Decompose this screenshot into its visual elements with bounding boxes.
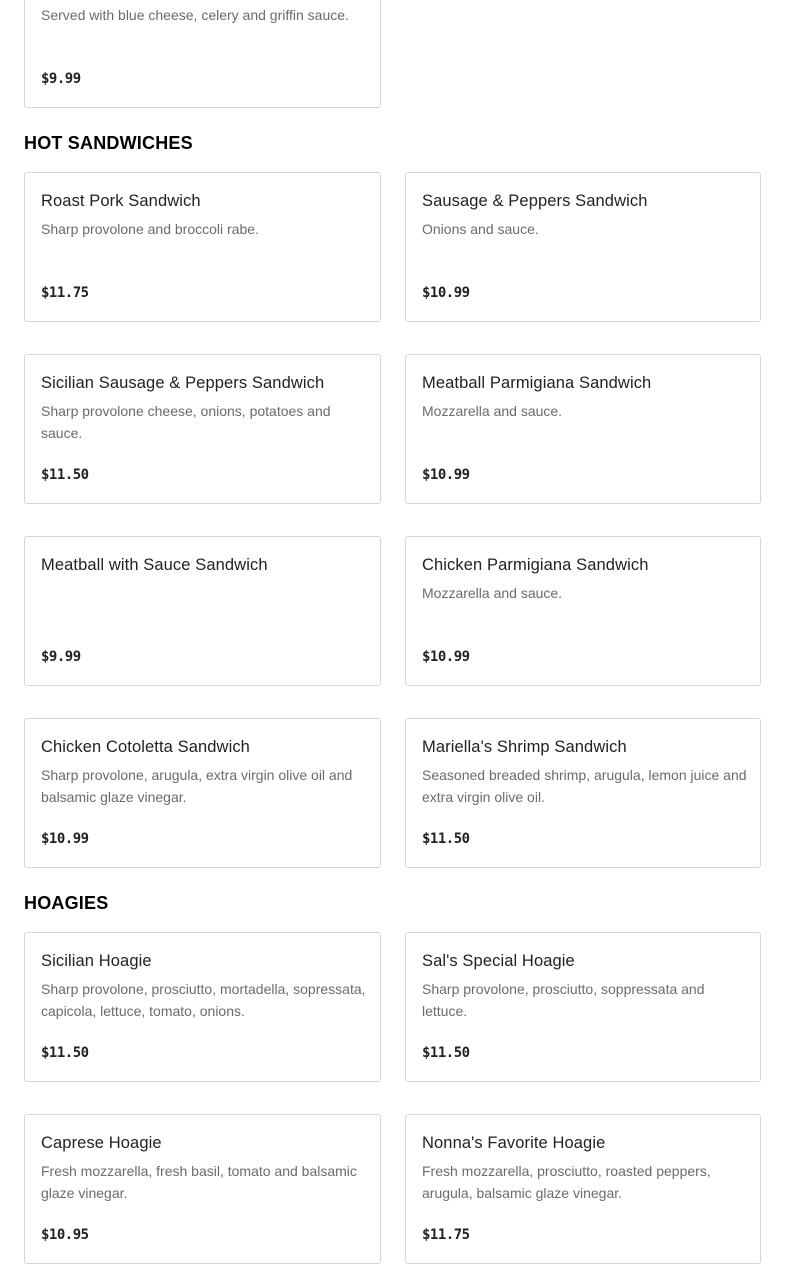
menu-item-description: Sharp provolone, prosciutto, mortadella, sopressata, capicola, lettuce, tomato, onions. bbox=[41, 981, 366, 1019]
menu-item-price: $10.99 bbox=[422, 649, 470, 665]
menu-item-name: Sicilian Sausage & Peppers Sandwich bbox=[41, 374, 325, 392]
menu-item-description: Sharp provolone, arugula, extra virgin olive oil and balsamic glaze vinegar. bbox=[41, 767, 353, 805]
menu-item-card[interactable] bbox=[24, 718, 381, 868]
menu-item-price: $10.95 bbox=[41, 1227, 89, 1243]
menu-item-price: $9.99 bbox=[41, 71, 81, 87]
section-title-hot-sandwiches: HOT SANDWICHES bbox=[24, 133, 193, 153]
menu-item-name: Roast Pork Sandwich bbox=[41, 192, 201, 210]
menu-item-name: Mariella's Shrimp Sandwich bbox=[422, 738, 627, 756]
menu-item-description: Sharp provolone, prosciutto, soppressata and lettuce. bbox=[422, 981, 705, 1019]
menu-item-card[interactable] bbox=[24, 536, 381, 686]
menu-item-price: $9.99 bbox=[41, 649, 81, 665]
menu-item-card[interactable] bbox=[24, 932, 381, 1082]
menu-item-description: Onions and sauce. bbox=[422, 221, 539, 237]
menu-item-name: Meatball Parmigiana Sandwich bbox=[422, 374, 652, 392]
menu-item-description: Seasoned breaded shrimp, arugula, lemon juice and extra virgin olive oil. bbox=[422, 767, 747, 805]
menu-item-card[interactable] bbox=[24, 1114, 381, 1264]
menu-item-name: Sal's Special Hoagie bbox=[422, 952, 575, 970]
menu-item-price: $11.50 bbox=[41, 1045, 89, 1061]
menu-item-card[interactable] bbox=[405, 354, 761, 504]
menu-item-price: $11.50 bbox=[41, 467, 89, 483]
menu-item-name: Sausage & Peppers Sandwich bbox=[422, 192, 648, 210]
menu-item-description: Fresh mozzarella, prosciutto, roasted peppers, arugula, balsamic glaze vinegar. bbox=[422, 1163, 711, 1201]
menu-item-name: Meatball with Sauce Sandwich bbox=[41, 556, 268, 574]
menu-item-price: $11.50 bbox=[422, 1045, 470, 1061]
menu-item-description: Served with blue cheese, celery and griffin sauce. bbox=[41, 7, 349, 23]
menu-item-card[interactable] bbox=[405, 1114, 761, 1264]
menu-item-name: Nonna's Favorite Hoagie bbox=[422, 1134, 606, 1152]
menu-item-description: Sharp provolone and broccoli rabe. bbox=[41, 221, 259, 237]
menu-item-card[interactable] bbox=[24, 172, 381, 322]
menu-item-description: Mozzarella and sauce. bbox=[422, 585, 563, 601]
menu-item-price: $11.75 bbox=[422, 1227, 470, 1243]
menu-item-card[interactable] bbox=[405, 718, 761, 868]
menu-item-card[interactable] bbox=[24, 354, 381, 504]
menu-item-name: Chicken Parmigiana Sandwich bbox=[422, 556, 649, 574]
menu-item-price: $10.99 bbox=[41, 831, 89, 847]
menu-item-price: $10.99 bbox=[422, 467, 470, 483]
menu-item-price: $11.75 bbox=[41, 285, 89, 301]
menu-item-price: $10.99 bbox=[422, 285, 470, 301]
section-title-hoagies: HOAGIES bbox=[24, 893, 109, 913]
menu-item-description: Fresh mozzarella, fresh basil, tomato and balsamic glaze vinegar. bbox=[41, 1163, 357, 1201]
menu-item-card[interactable] bbox=[405, 536, 761, 686]
menu-item-price: $11.50 bbox=[422, 831, 470, 847]
menu-item-name: Sicilian Hoagie bbox=[41, 952, 152, 970]
menu-item-card[interactable] bbox=[405, 172, 761, 322]
menu-item-name: Chicken Cotoletta Sandwich bbox=[41, 738, 250, 756]
menu-item-name: Caprese Hoagie bbox=[41, 1134, 162, 1152]
menu-item-card[interactable] bbox=[405, 932, 761, 1082]
menu-item-card[interactable] bbox=[24, 0, 381, 108]
menu-item-description: Sharp provolone cheese, onions, potatoes and sauce. bbox=[41, 403, 331, 441]
menu-item-description: Mozzarella and sauce. bbox=[422, 403, 563, 419]
